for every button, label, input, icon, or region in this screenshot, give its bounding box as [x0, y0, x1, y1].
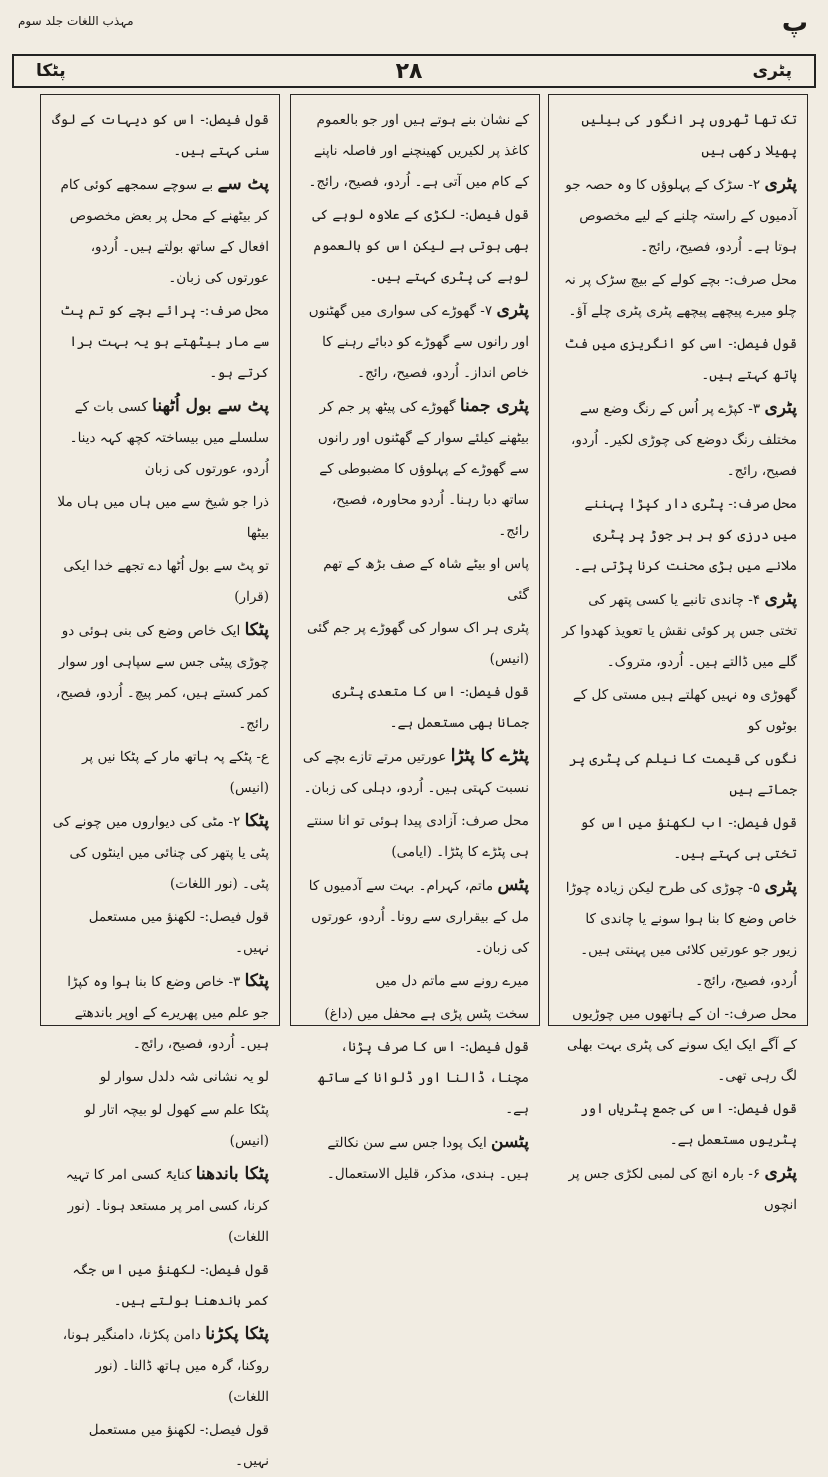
entry-text: ۵- چوڑی کی طرح لیکن زیادہ چوڑا خاص وضع کا بنا ہوا سونے یا چاندی کا زیور جو عورتیں کلائی میں پہنتی ہیں۔ اُردو، فصیح، رائج۔ — [565, 880, 797, 989]
dictionary-entry — [51, 902, 269, 964]
entry-text: قول فیصل:- اس کو دیہات کے لوگ سنی کہتے ہیں۔ — [52, 112, 269, 159]
entry-text: قول فیصل:- اس کا متعدی پٹری جمانا بھی مستعمل ہے۔ — [332, 684, 529, 731]
entry-text: کنایۃً کسی امر کا تہیہ کرنا، کسی امر پر مستعد ہونا۔ (نور اللغات) — [65, 1167, 269, 1245]
dictionary-entry — [301, 806, 529, 868]
headword: پٹ سے — [217, 174, 269, 194]
dictionary-entry — [51, 966, 269, 1060]
headword: پٹری — [764, 877, 797, 897]
dictionary-entry — [51, 1319, 269, 1413]
entry-text: قول فیصل:- اب لکھنؤ میں اس کو تختی ہی کہتے ہیں۔ — [580, 815, 797, 862]
entry-text: لو یہ نشانی شہ دلدل سوار لو — [99, 1069, 269, 1085]
entry-text: ع- پٹکے پہ ہاتھ مار کے پٹکا نیں پر (انیس) — [81, 749, 269, 796]
headword: پٹری — [764, 398, 797, 418]
dictionary-entry — [559, 999, 797, 1092]
headword: پٹری — [764, 589, 797, 609]
headword: پٹڑے کا پٹڑا — [450, 746, 529, 766]
entry-text: ماتم، کہرام۔ بہت سے آدمیوں کا مل کے بیقراری سے رونا۔ اُردو، عورتوں کی زبان۔ — [308, 878, 529, 956]
headword: پٹری — [764, 1163, 797, 1183]
entry-text: قول فیصل:- لکھنؤ میں مستعمل نہیں۔ — [88, 909, 269, 956]
headword: پٹری جمنا — [459, 396, 529, 416]
page-number: ۲۸ — [395, 58, 423, 84]
entry-text: دامن پکڑنا، دامنگیر ہونا، روکنا، گرہ میں ہاتھ ڈالنا۔ (نور اللغات) — [62, 1327, 269, 1405]
dictionary-entry — [51, 615, 269, 740]
dictionary-entry — [559, 872, 797, 997]
dictionary-entry — [559, 265, 797, 327]
entry-text: قول فیصل:- اس کی جمع پٹریاں اور پٹریوں مستعمل ہے۔ — [580, 1101, 797, 1148]
header-first-word: پٹری — [752, 61, 792, 81]
entry-text: تو پٹ سے بول اُٹھا دے تجھے خدا ایکی (قرار) — [63, 558, 269, 605]
column-middle — [290, 94, 540, 1182]
dictionary-entry — [301, 1127, 529, 1190]
entry-text: بے سوچے سمجھے کوئی کام کر بیٹھنے کے محل پر بعض مخصوص افعال کے ساتھ بولتے ہیں۔ اُردو، عورتوں کی زبان۔ — [60, 177, 269, 286]
entry-text: ۲- سڑک کے پہلوؤں کا وہ حصہ جو آدمیوں کے راستہ چلنے کے لیے مخصوص ہوتا ہے۔ اُردو، فصیح، رائج۔ — [565, 177, 797, 255]
entry-text: پٹکا علم سے کھول لو بیچہ اتار لو (انیس) — [84, 1102, 269, 1149]
dictionary-entry — [301, 613, 529, 675]
entry-text: قول فیصل:- اس کا صرف پڑنا، مچنا، ڈالنا اور ڈلوانا کے ساتھ ہے۔ — [317, 1039, 529, 1117]
entry-text: گھوڑے کی پیٹھ پر جم کر بیٹھنے کیلئے سوار کے گھٹنوں اور رانوں سے گھوڑے کے پہلوؤں کا مضبوطی کے ساتھ دبا رہنا۔ اُردو محاورہ، فصیح، رائج۔ — [317, 399, 529, 539]
dictionary-entry — [559, 1094, 797, 1156]
entry-text: تک تھا ٹھروں پر انگور کی بیلیں پھیلا رکھی ہیں — [581, 112, 797, 159]
entry-text: پاس او بیٹے شاہ کے صف بڑھ کے تھم گئی — [323, 556, 529, 603]
entry-text: ۶- بارہ انچ کی لمبی لکڑی جس پر انچوں — [568, 1166, 797, 1213]
entry-text: نگوں کی قیمت کا نیلم کی پٹری پر جماتے ہیں — [569, 751, 797, 798]
entry-text: میرے رونے سے ماتم دل میں — [375, 973, 529, 989]
entry-text: محل صرف:- ان کے ہاتھوں میں چوڑیوں کے آگے ایک ایک سونے کی پٹری بہت بھلی لگ رہی تھی۔ — [566, 1006, 797, 1084]
dictionary-entry — [559, 393, 797, 487]
entry-text: کے نشان بنے ہوتے ہیں اور جو بالعموم کاغذ پر لکیریں کھینچنے اور فاصلہ ناپنے کے کام میں آتی ہے۔ اُردو، فصیح، رائج۔ — [308, 112, 529, 190]
dictionary-entry — [559, 680, 797, 742]
dictionary-entry — [301, 870, 529, 964]
dictionary-entry — [51, 296, 269, 389]
entry-text: کسی بات کے سلسلے میں بیساختہ کچھ کہہ دینا۔ اُردو، عورتوں کی زبان — [69, 399, 269, 477]
entry-text: پٹری ہر اک سوار کی گھوڑے پر جم گئی (انیس) — [307, 620, 529, 667]
entry-text: ایک خاص وضع کی بنی ہوئی دو چوڑی پیٹی جس سے سپاہی اور سوار کمر کستے ہیں، کمر پیچ۔ اُردو، فصیح، رائج۔ — [55, 623, 269, 732]
entry-text: ایک پودا جس سے سن نکالتے ہیں۔ ہندی، مذکر، قلیل الاستعمال۔ — [326, 1135, 529, 1182]
dictionary-entry — [301, 966, 529, 997]
dictionary-entry — [51, 1062, 269, 1093]
headword: پٹکا پکڑنا — [205, 1324, 269, 1344]
dictionary-entry — [51, 487, 269, 549]
entry-text: ذرا جو شیخ سے میں ہاں میں ہاں ملا بیٹھا — [57, 494, 269, 541]
entry-text: ۳- کپڑے پر اُس کے رنگ وضع سے مختلف رنگ دوضع کی چوڑی لکیر۔ اُردو، فصیح، رائج۔ — [571, 401, 797, 479]
entry-text: ۷- گھوڑے کی سواری میں گھٹنوں اور رانوں سے گھوڑے کو دبائے رہنے کا خاص انداز۔ اُردو، فصیح، رائج۔ — [308, 303, 529, 381]
dictionary-entry — [301, 1032, 529, 1125]
dictionary-entry — [301, 999, 529, 1030]
headword: پٹسن — [491, 1132, 529, 1152]
book-title: مہذب اللغات جلد سوم — [18, 14, 134, 28]
dictionary-entry — [559, 489, 797, 582]
entry-text: گھوڑی وہ نہیں کھلتے ہیں مستی کل کے بوٹوں کو — [572, 687, 797, 734]
header-last-word: پٹکا — [36, 61, 66, 81]
dictionary-entry — [301, 295, 529, 389]
dictionary-entry — [51, 551, 269, 613]
entry-text: قول فیصل:- اسی کو انگریزی میں فٹ پاتھ کہتے ہیں۔ — [564, 336, 797, 383]
headword: پٹ سے بول اُٹھنا — [152, 396, 269, 416]
dictionary-entry — [51, 105, 269, 167]
headword: پٹکا — [244, 620, 269, 640]
dictionary-entry — [51, 169, 269, 294]
headword: پٹکا — [244, 971, 269, 991]
dictionary-entry — [51, 1159, 269, 1253]
headword: پٹکا باندھنا — [195, 1164, 269, 1184]
entry-text: ۲- مٹی کی دیواروں میں چونے کی پٹی یا پتھر کی چنائی میں اینٹوں کی پٹی۔ (نور اللغات) — [52, 814, 269, 892]
running-header — [12, 54, 816, 88]
entry-text: قول فیصل:- لکھنؤ میں مستعمل نہیں۔ — [88, 1422, 269, 1469]
dictionary-entry — [51, 806, 269, 900]
entry-text: عورتیں مرتے تازے بچے کی نسبت کہتی ہیں۔ اُردو، دہلی کی زبان۔ — [302, 749, 529, 796]
entry-text: ۴- چاندی تانبے یا کسی پتھر کی تختی جس پر کوئی نقش یا تعویذ کھدوا کر گلے میں ڈالتے ہیں۔ اُردو، متروک۔ — [562, 592, 797, 670]
dictionary-entry — [51, 742, 269, 804]
entry-text: محل صرف:- پرائے بچے کو تم پٹ سے مار بیٹھتے ہو یہ بہت برا کرتے ہو۔ — [60, 303, 269, 381]
headword: پٹکا — [244, 811, 269, 831]
headword: پٹری — [764, 174, 797, 194]
entry-text: محل صرف:- پٹری دار کپڑا پہننے میں درزی کو ہر ہر جوڑ پر پٹری ملانے میں بڑی محنت کرنا پڑتی ہے۔ — [573, 496, 797, 574]
dictionary-entry — [559, 744, 797, 806]
dictionary-entry — [301, 200, 529, 293]
entry-text: سخت پٹس پڑی ہے محفل میں (داغ) — [324, 1006, 529, 1022]
dictionary-entry — [301, 391, 529, 547]
dictionary-entry — [559, 584, 797, 678]
entry-text: محل صرف:- بچے کولے کے بیچ سڑک پر نہ چلو میرے پیچھے پیچھے پٹری پٹری چلے آؤ۔ — [564, 272, 797, 319]
dictionary-entry — [51, 391, 269, 485]
dictionary-entry — [301, 549, 529, 611]
headword: پٹری — [496, 300, 529, 320]
column-left — [40, 94, 280, 1469]
letter-mark: پ — [781, 8, 808, 38]
entry-text: ۳- خاص وضع کا بنا ہوا وہ کپڑا جو علم میں پھریرے کے اوپر باندھتے ہیں۔ اُردو، فصیح، رائج۔ — [67, 974, 269, 1052]
dictionary-entry — [51, 1255, 269, 1317]
column-right — [548, 94, 808, 1213]
dictionary-entry — [559, 808, 797, 870]
entry-text: محل صرف: آزادی پیدا ہوئی تو انا سنتے ہی پٹڑے کا پٹڑا۔ (ایامی) — [306, 813, 529, 860]
dictionary-entry — [559, 169, 797, 263]
dictionary-entry — [301, 105, 529, 198]
dictionary-entry — [301, 741, 529, 804]
headword: پٹس — [497, 875, 529, 895]
dictionary-entry — [51, 1095, 269, 1157]
entry-text: قول فیصل:- لکڑی کے علاوہ لوہے کی بھی ہوتی ہے لیکن اس کو بالعموم لوہے کی پٹری کہتے ہیں۔ — [312, 207, 529, 285]
dictionary-entry — [559, 329, 797, 391]
dictionary-entry — [559, 105, 797, 167]
dictionary-entry — [559, 1158, 797, 1221]
dictionary-entry — [301, 677, 529, 739]
entry-text: قول فیصل:- لکھنؤ میں اس جگہ کمر باندھنا بولتے ہیں۔ — [72, 1262, 269, 1309]
dictionary-entry — [51, 1415, 269, 1477]
